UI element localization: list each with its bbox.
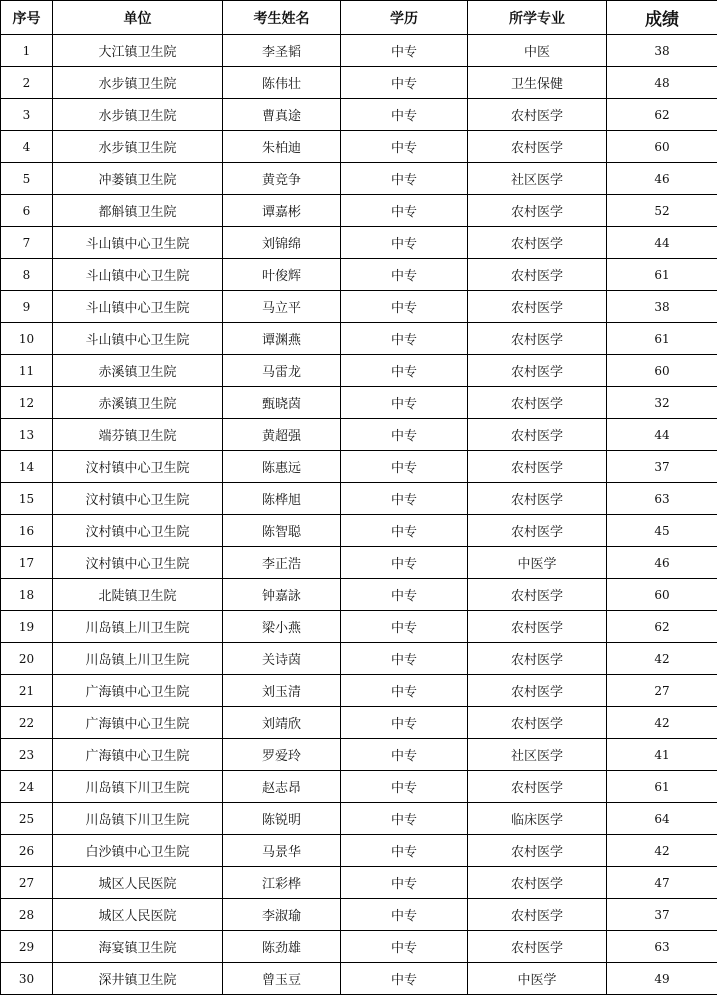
cell-education: 中专 bbox=[341, 419, 468, 451]
table-row bbox=[1, 35, 717, 67]
header-major: 所学专业 bbox=[468, 1, 607, 35]
cell-major: 农村医学 bbox=[468, 451, 607, 483]
cell-major: 临床医学 bbox=[468, 803, 607, 835]
cell-education: 中专 bbox=[341, 483, 468, 515]
table-row bbox=[1, 963, 717, 995]
cell-unit: 斗山镇中心卫生院 bbox=[53, 259, 223, 291]
table-row bbox=[1, 67, 717, 99]
cell-score: 52 bbox=[607, 195, 717, 227]
cell-unit: 广海镇中心卫生院 bbox=[53, 739, 223, 771]
cell-unit: 广海镇中心卫生院 bbox=[53, 675, 223, 707]
cell-education: 中专 bbox=[341, 899, 468, 931]
cell-major: 农村医学 bbox=[468, 643, 607, 675]
cell-education: 中专 bbox=[341, 35, 468, 67]
cell-major: 农村医学 bbox=[468, 259, 607, 291]
cell-education: 中专 bbox=[341, 387, 468, 419]
cell-name: 叶俊辉 bbox=[223, 259, 341, 291]
cell-seq: 27 bbox=[1, 867, 53, 899]
cell-education: 中专 bbox=[341, 675, 468, 707]
cell-seq: 10 bbox=[1, 323, 53, 355]
cell-seq: 30 bbox=[1, 963, 53, 995]
cell-seq: 5 bbox=[1, 163, 53, 195]
cell-score: 63 bbox=[607, 931, 717, 963]
cell-education: 中专 bbox=[341, 323, 468, 355]
table-row bbox=[1, 195, 717, 227]
cell-score: 62 bbox=[607, 99, 717, 131]
table-row bbox=[1, 163, 717, 195]
header-seq: 序号 bbox=[1, 1, 53, 35]
cell-score: 63 bbox=[607, 483, 717, 515]
cell-major: 卫生保健 bbox=[468, 67, 607, 99]
header-unit: 单位 bbox=[53, 1, 223, 35]
cell-name: 马景华 bbox=[223, 835, 341, 867]
cell-unit: 川岛镇下川卫生院 bbox=[53, 803, 223, 835]
cell-name: 赵志昂 bbox=[223, 771, 341, 803]
cell-score: 44 bbox=[607, 227, 717, 259]
cell-education: 中专 bbox=[341, 771, 468, 803]
cell-unit: 城区人民医院 bbox=[53, 867, 223, 899]
cell-score: 32 bbox=[607, 387, 717, 419]
table-row bbox=[1, 131, 717, 163]
table-body bbox=[1, 35, 717, 995]
cell-seq: 28 bbox=[1, 899, 53, 931]
cell-score: 41 bbox=[607, 739, 717, 771]
cell-seq: 16 bbox=[1, 515, 53, 547]
cell-score: 60 bbox=[607, 131, 717, 163]
cell-seq: 7 bbox=[1, 227, 53, 259]
cell-name: 陈锐明 bbox=[223, 803, 341, 835]
cell-seq: 15 bbox=[1, 483, 53, 515]
cell-unit: 北陡镇卫生院 bbox=[53, 579, 223, 611]
cell-unit: 水步镇卫生院 bbox=[53, 131, 223, 163]
cell-name: 关诗茵 bbox=[223, 643, 341, 675]
cell-name: 陈劲雄 bbox=[223, 931, 341, 963]
cell-unit: 川岛镇上川卫生院 bbox=[53, 643, 223, 675]
cell-major: 农村医学 bbox=[468, 387, 607, 419]
table-row bbox=[1, 611, 717, 643]
cell-name: 谭嘉彬 bbox=[223, 195, 341, 227]
cell-name: 谭渊燕 bbox=[223, 323, 341, 355]
cell-major: 农村医学 bbox=[468, 675, 607, 707]
cell-education: 中专 bbox=[341, 547, 468, 579]
cell-seq: 17 bbox=[1, 547, 53, 579]
cell-score: 49 bbox=[607, 963, 717, 995]
table-row bbox=[1, 419, 717, 451]
cell-seq: 2 bbox=[1, 67, 53, 99]
cell-major: 农村医学 bbox=[468, 771, 607, 803]
cell-unit: 斗山镇中心卫生院 bbox=[53, 323, 223, 355]
cell-score: 46 bbox=[607, 163, 717, 195]
cell-unit: 斗山镇中心卫生院 bbox=[53, 291, 223, 323]
cell-education: 中专 bbox=[341, 131, 468, 163]
cell-name: 梁小燕 bbox=[223, 611, 341, 643]
cell-seq: 18 bbox=[1, 579, 53, 611]
cell-seq: 11 bbox=[1, 355, 53, 387]
cell-education: 中专 bbox=[341, 739, 468, 771]
cell-name: 曾玉豆 bbox=[223, 963, 341, 995]
table-row bbox=[1, 739, 717, 771]
table-row bbox=[1, 227, 717, 259]
cell-name: 陈伟壮 bbox=[223, 67, 341, 99]
cell-education: 中专 bbox=[341, 355, 468, 387]
table-row bbox=[1, 483, 717, 515]
cell-score: 47 bbox=[607, 867, 717, 899]
table-row bbox=[1, 355, 717, 387]
cell-name: 李圣韬 bbox=[223, 35, 341, 67]
cell-major: 农村医学 bbox=[468, 227, 607, 259]
cell-unit: 汶村镇中心卫生院 bbox=[53, 547, 223, 579]
cell-name: 陈惠远 bbox=[223, 451, 341, 483]
cell-seq: 6 bbox=[1, 195, 53, 227]
cell-score: 27 bbox=[607, 675, 717, 707]
cell-score: 48 bbox=[607, 67, 717, 99]
cell-education: 中专 bbox=[341, 931, 468, 963]
table-row bbox=[1, 99, 717, 131]
cell-unit: 广海镇中心卫生院 bbox=[53, 707, 223, 739]
header-education: 学历 bbox=[341, 1, 468, 35]
cell-education: 中专 bbox=[341, 291, 468, 323]
table-row bbox=[1, 323, 717, 355]
cell-major: 中医学 bbox=[468, 963, 607, 995]
cell-seq: 12 bbox=[1, 387, 53, 419]
cell-education: 中专 bbox=[341, 643, 468, 675]
cell-major: 农村医学 bbox=[468, 419, 607, 451]
cell-major: 农村医学 bbox=[468, 899, 607, 931]
cell-score: 44 bbox=[607, 419, 717, 451]
cell-name: 甄晓茵 bbox=[223, 387, 341, 419]
cell-name: 李正浩 bbox=[223, 547, 341, 579]
cell-seq: 1 bbox=[1, 35, 53, 67]
cell-major: 农村医学 bbox=[468, 611, 607, 643]
cell-unit: 冲蒌镇卫生院 bbox=[53, 163, 223, 195]
cell-score: 45 bbox=[607, 515, 717, 547]
header-row bbox=[1, 1, 717, 35]
table-row bbox=[1, 515, 717, 547]
cell-major: 农村医学 bbox=[468, 323, 607, 355]
cell-major: 中医学 bbox=[468, 547, 607, 579]
cell-major: 农村医学 bbox=[468, 515, 607, 547]
cell-seq: 21 bbox=[1, 675, 53, 707]
cell-unit: 水步镇卫生院 bbox=[53, 99, 223, 131]
cell-education: 中专 bbox=[341, 803, 468, 835]
table-row bbox=[1, 643, 717, 675]
cell-major: 农村医学 bbox=[468, 131, 607, 163]
cell-seq: 8 bbox=[1, 259, 53, 291]
cell-education: 中专 bbox=[341, 259, 468, 291]
cell-seq: 22 bbox=[1, 707, 53, 739]
cell-education: 中专 bbox=[341, 451, 468, 483]
cell-major: 农村医学 bbox=[468, 355, 607, 387]
cell-major: 农村医学 bbox=[468, 867, 607, 899]
cell-education: 中专 bbox=[341, 963, 468, 995]
cell-unit: 都斛镇卫生院 bbox=[53, 195, 223, 227]
cell-major: 农村医学 bbox=[468, 483, 607, 515]
cell-major: 农村医学 bbox=[468, 707, 607, 739]
cell-name: 陈桦旭 bbox=[223, 483, 341, 515]
table-row bbox=[1, 803, 717, 835]
cell-name: 陈智聪 bbox=[223, 515, 341, 547]
cell-name: 马立平 bbox=[223, 291, 341, 323]
table-row bbox=[1, 579, 717, 611]
cell-unit: 斗山镇中心卫生院 bbox=[53, 227, 223, 259]
table-row bbox=[1, 899, 717, 931]
table-row bbox=[1, 291, 717, 323]
cell-score: 61 bbox=[607, 323, 717, 355]
table-row bbox=[1, 387, 717, 419]
cell-unit: 川岛镇下川卫生院 bbox=[53, 771, 223, 803]
cell-score: 61 bbox=[607, 259, 717, 291]
cell-score: 37 bbox=[607, 451, 717, 483]
cell-name: 刘玉清 bbox=[223, 675, 341, 707]
cell-seq: 3 bbox=[1, 99, 53, 131]
cell-education: 中专 bbox=[341, 163, 468, 195]
cell-education: 中专 bbox=[341, 227, 468, 259]
cell-seq: 26 bbox=[1, 835, 53, 867]
cell-unit: 城区人民医院 bbox=[53, 899, 223, 931]
table-row bbox=[1, 835, 717, 867]
table-row bbox=[1, 931, 717, 963]
cell-name: 马雷龙 bbox=[223, 355, 341, 387]
cell-name: 刘锦绵 bbox=[223, 227, 341, 259]
cell-education: 中专 bbox=[341, 99, 468, 131]
cell-name: 罗爱玲 bbox=[223, 739, 341, 771]
cell-education: 中专 bbox=[341, 867, 468, 899]
table-row bbox=[1, 675, 717, 707]
cell-score: 37 bbox=[607, 899, 717, 931]
cell-unit: 海宴镇卫生院 bbox=[53, 931, 223, 963]
cell-name: 黄竞争 bbox=[223, 163, 341, 195]
cell-major: 农村医学 bbox=[468, 931, 607, 963]
cell-score: 60 bbox=[607, 355, 717, 387]
cell-unit: 汶村镇中心卫生院 bbox=[53, 451, 223, 483]
cell-major: 农村医学 bbox=[468, 835, 607, 867]
cell-major: 农村医学 bbox=[468, 579, 607, 611]
cell-unit: 水步镇卫生院 bbox=[53, 67, 223, 99]
table-row bbox=[1, 547, 717, 579]
cell-unit: 川岛镇上川卫生院 bbox=[53, 611, 223, 643]
cell-major: 农村医学 bbox=[468, 195, 607, 227]
cell-score: 38 bbox=[607, 291, 717, 323]
cell-major: 社区医学 bbox=[468, 163, 607, 195]
header-name: 考生姓名 bbox=[223, 1, 341, 35]
cell-score: 46 bbox=[607, 547, 717, 579]
cell-unit: 汶村镇中心卫生院 bbox=[53, 515, 223, 547]
cell-unit: 赤溪镇卫生院 bbox=[53, 355, 223, 387]
cell-seq: 29 bbox=[1, 931, 53, 963]
cell-name: 黄超强 bbox=[223, 419, 341, 451]
cell-name: 曹真途 bbox=[223, 99, 341, 131]
cell-name: 刘靖欣 bbox=[223, 707, 341, 739]
cell-score: 42 bbox=[607, 707, 717, 739]
cell-unit: 深井镇卫生院 bbox=[53, 963, 223, 995]
header-score: 成绩 bbox=[607, 1, 717, 35]
cell-major: 社区医学 bbox=[468, 739, 607, 771]
table-row bbox=[1, 771, 717, 803]
table-row bbox=[1, 707, 717, 739]
cell-seq: 4 bbox=[1, 131, 53, 163]
table-header bbox=[1, 1, 717, 35]
cell-seq: 14 bbox=[1, 451, 53, 483]
cell-major: 中医 bbox=[468, 35, 607, 67]
cell-major: 农村医学 bbox=[468, 99, 607, 131]
cell-unit: 端芬镇卫生院 bbox=[53, 419, 223, 451]
cell-unit: 赤溪镇卫生院 bbox=[53, 387, 223, 419]
cell-seq: 25 bbox=[1, 803, 53, 835]
cell-score: 64 bbox=[607, 803, 717, 835]
cell-major: 农村医学 bbox=[468, 291, 607, 323]
cell-name: 钟嘉詠 bbox=[223, 579, 341, 611]
cell-education: 中专 bbox=[341, 579, 468, 611]
cell-seq: 20 bbox=[1, 643, 53, 675]
cell-education: 中专 bbox=[341, 67, 468, 99]
table-row bbox=[1, 451, 717, 483]
cell-score: 61 bbox=[607, 771, 717, 803]
cell-name: 李淑瑜 bbox=[223, 899, 341, 931]
cell-seq: 24 bbox=[1, 771, 53, 803]
cell-education: 中专 bbox=[341, 835, 468, 867]
cell-score: 60 bbox=[607, 579, 717, 611]
cell-education: 中专 bbox=[341, 515, 468, 547]
cell-education: 中专 bbox=[341, 195, 468, 227]
cell-seq: 19 bbox=[1, 611, 53, 643]
cell-score: 42 bbox=[607, 643, 717, 675]
cell-name: 朱柏迪 bbox=[223, 131, 341, 163]
cell-score: 62 bbox=[607, 611, 717, 643]
table-row bbox=[1, 867, 717, 899]
cell-unit: 汶村镇中心卫生院 bbox=[53, 483, 223, 515]
cell-score: 42 bbox=[607, 835, 717, 867]
cell-education: 中专 bbox=[341, 707, 468, 739]
cell-unit: 大江镇卫生院 bbox=[53, 35, 223, 67]
cell-score: 38 bbox=[607, 35, 717, 67]
cell-education: 中专 bbox=[341, 611, 468, 643]
cell-seq: 9 bbox=[1, 291, 53, 323]
table-row bbox=[1, 259, 717, 291]
cell-seq: 23 bbox=[1, 739, 53, 771]
cell-unit: 白沙镇中心卫生院 bbox=[53, 835, 223, 867]
cell-name: 江彩桦 bbox=[223, 867, 341, 899]
cell-seq: 13 bbox=[1, 419, 53, 451]
